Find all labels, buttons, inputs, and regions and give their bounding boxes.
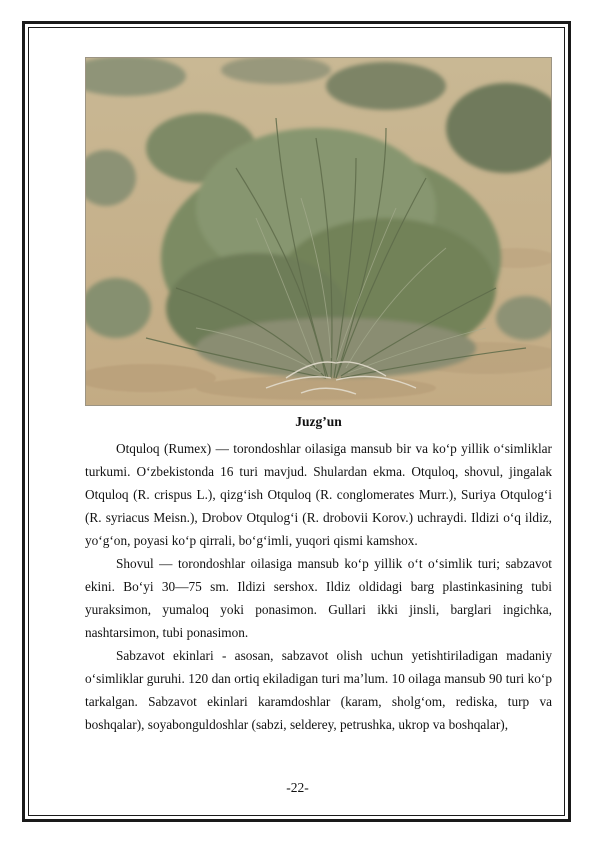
paragraph-sabzavot: Sabzavot ekinlari - asosan, sabzavot olish uchun yetishtiriladigan madaniy o‘simliklar guruhi. 120 dan ortiq ekiladigan turi ma’lum. 10 oilaga mansub 90 turi ko‘p tarkalgan. Sabzavot ekinlari karamdoshlar (karam, sholg‘om, rediska, turp va boshqalar), soyabonguldoshlar (sabzi, selderey, petrushka, ukrop va boshqalar), — [85, 648, 552, 732]
figure-photo — [85, 57, 552, 406]
body-text — [85, 437, 552, 736]
figure-caption: Juzg’un — [295, 414, 342, 429]
paragraph-otquloq: Otquloq (Rumex) — torondoshlar oilasiga mansub bir va ko‘p yillik o‘simliklar turkumi. O‘zbekistonda 16 turi mavjud. Shulardan ekma. Otquloq, shovul, jingalak Otquloq (R. crispus L.), qizg‘ish Otquloq (R. conglomerates Murr.), Suriya Otqulog‘i (R. syriacus Meisn.), Drobov Otqulog‘i (R. drobovii Korov.) uchraydi. Ildizi o‘q ildiz, yo‘g‘on, poyasi ko‘p qirrali, bo‘g‘imli, yuqori qismi kamshox. — [85, 441, 552, 548]
paragraph-shovul: Shovul — torondoshlar oilasiga mansub ko‘p yillik o‘t o‘simlik turi; sabzavot ekini. Bo‘yi 30—75 sm. Ildizi sershox. Ildiz oldidagi barg plastinkasining tubi yuraksimon, yumaloq yoki ponasimon. Gullari ikki jinsli, barglari ingichka, nashtarsimon, tubi ponasimon. — [85, 556, 552, 640]
page-number: -22- — [286, 780, 309, 795]
desert-shrub-photo — [86, 58, 552, 406]
